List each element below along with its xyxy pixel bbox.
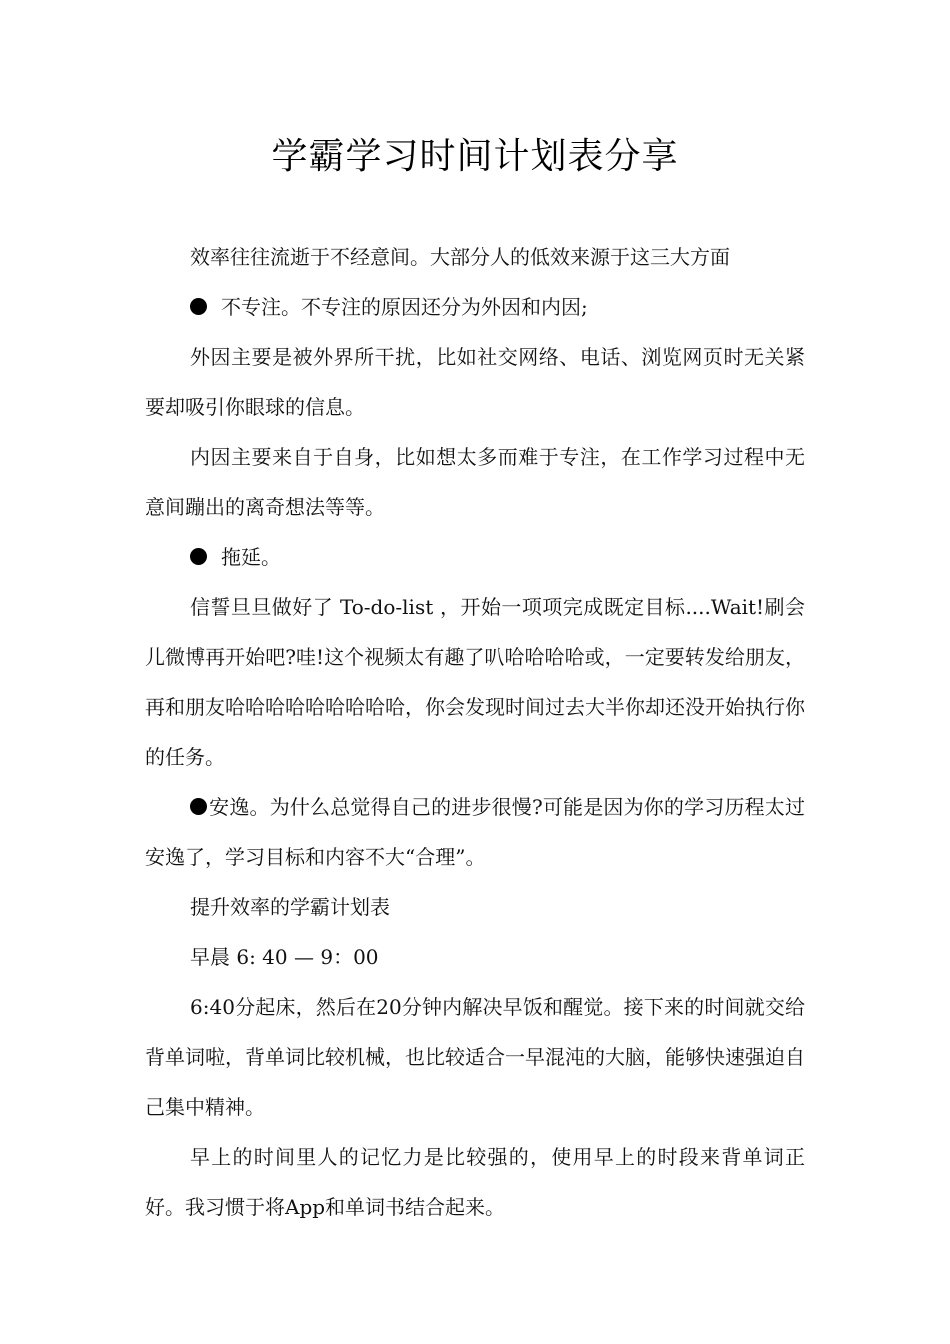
bullet-text: 安逸。为什么总觉得自己的进步很慢?可能是因为你的学习历程太过安逸了，学习目标和内容不大“合理”。 bbox=[145, 795, 805, 869]
bullet-item-comfort bbox=[145, 782, 805, 882]
paragraph-intro: 效率往往流逝于不经意间。大部分人的低效来源于这三大方面 bbox=[190, 245, 730, 269]
bullet-item-procrastination bbox=[145, 532, 805, 582]
document-title: 学霸学习时间计划表分享 bbox=[271, 136, 679, 177]
paragraph-external-cause: 外因主要是被外界所干扰，比如社交网络、电话、浏览网页时无关紧要却吸引你眼球的信息。 bbox=[145, 345, 805, 419]
section-heading-plan: 提升效率的学霸计划表 bbox=[190, 895, 390, 919]
bullet-text: 不专注。不专注的原因还分为外因和内因; bbox=[221, 295, 588, 319]
bullet-text: 拖延。 bbox=[221, 545, 281, 569]
section-heading-morning: 早晨 6: 40 — 9：00 bbox=[190, 945, 379, 969]
document-body bbox=[145, 232, 805, 1232]
paragraph-memory: 早上的时间里人的记忆力是比较强的，使用早上的时段来背单词正好。我习惯于将App和单词书结合起来。 bbox=[145, 1145, 805, 1219]
bullet-item-distraction bbox=[145, 282, 805, 332]
paragraph-todo-list: 信誓旦旦做好了 To-do-list ，开始一项项完成既定目标....Wait!刷会儿微博再开始吧?哇!这个视频太有趣了叭哈哈哈哈或，一定要转发给朋友，再和朋友哈哈哈哈哈哈哈哈哈，你会发现时间过去大半你却还没开始执行你的任务。 bbox=[145, 595, 805, 769]
bullet-icon bbox=[190, 548, 207, 565]
paragraph-internal-cause: 内因主要来自于自身，比如想太多而难于专注，在工作学习过程中无意间蹦出的离奇想法等等。 bbox=[145, 445, 805, 519]
paragraph-morning-routine: 6:40分起床，然后在20分钟内解决早饭和醒觉。接下来的时间就交给背单词啦，背单词比较机械，也比较适合一早混沌的大脑，能够快速强迫自己集中精神。 bbox=[145, 995, 805, 1119]
bullet-icon bbox=[190, 798, 207, 815]
bullet-icon bbox=[190, 298, 207, 315]
